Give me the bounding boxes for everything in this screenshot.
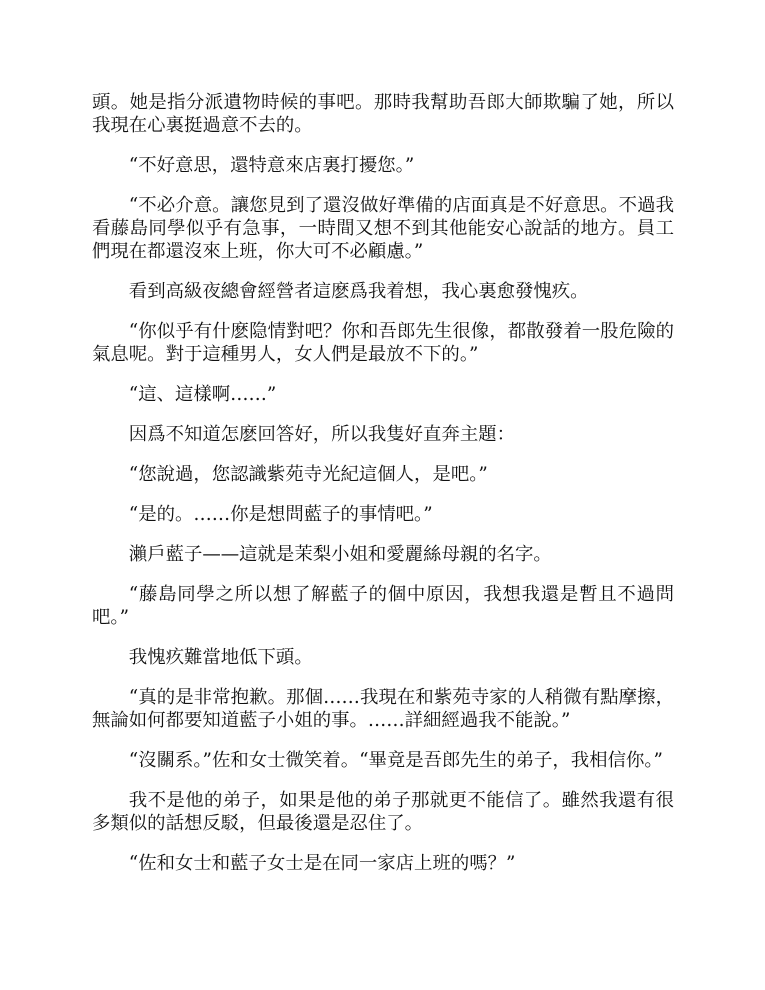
paragraph: 我不是他的弟子，如果是他的弟子那就更不能信了。雖然我還有很多類似的話想反駁，但最後還是忍住了。 xyxy=(92,790,674,834)
paragraph: “這、這樣啊……” xyxy=(128,384,277,405)
paragraph: “不好意思，還特意來店裏打擾您。” xyxy=(128,155,415,176)
paragraph: “真的是非常抱歉。那個……我現在和紫苑寺家的人稍微有點摩擦，無論如何都要知道藍子小姐的事。……詳細經過我不能說。” xyxy=(92,687,674,731)
paragraph: “藤島同學之所以想了解藍子的個中原因，我想我還是暫且不過問吧。” xyxy=(92,584,674,628)
paragraph: “佐和女士和藍子女士是在同一家店上班的嗎？” xyxy=(128,853,516,874)
paragraph: “您說過，您認識紫苑寺光紀這個人，是吧。” xyxy=(128,464,488,485)
paragraph: 我愧疚難當地低下頭。 xyxy=(128,647,313,668)
paragraph: 瀨戶藍子——這就是茉梨小姐和愛麗絲母親的名字。 xyxy=(128,544,552,565)
paragraph: 因爲不知道怎麽回答好，所以我隻好直奔主題： xyxy=(128,424,516,445)
paragraph: “不必介意。讓您見到了還沒做好準備的店面真是不好意思。不過我看藤島同學似乎有急事，一時間又想不到其他能安心說話的地方。員工們現在都還沒來上班，你大可不必顧慮。” xyxy=(92,195,674,262)
paragraph: 頭。她是指分派遺物時候的事吧。那時我幫助吾郎大師欺騙了她，所以我現在心裏挺過意不去的。 xyxy=(92,92,674,136)
paragraph: “你似乎有什麽隐情對吧？你和吾郎先生很像，都散發着一股危險的氣息呢。對于這種男人，女人們是最放不下的。” xyxy=(92,321,674,365)
paragraph: “沒關系。”佐和女士微笑着。“畢竟是吾郎先生的弟子，我相信你。” xyxy=(128,750,663,771)
paragraph: 看到高級夜總會經營者這麽爲我着想，我心裏愈發愧疚。 xyxy=(128,281,589,302)
paragraph: “是的。……你是想問藍子的事情吧。” xyxy=(128,504,433,525)
document-body xyxy=(92,91,674,892)
